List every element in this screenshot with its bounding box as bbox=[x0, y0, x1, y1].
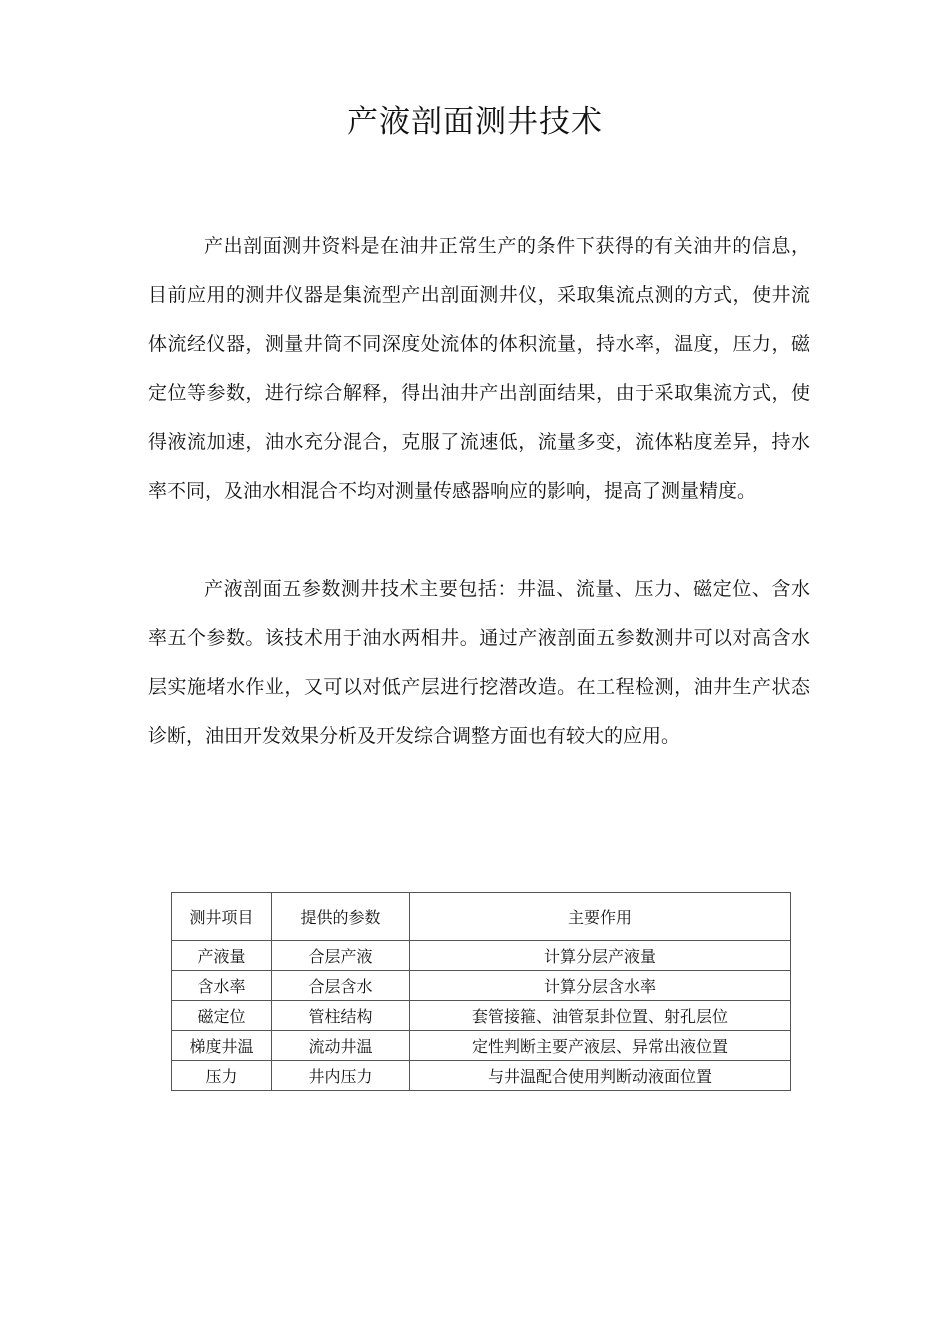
cell-parameter: 流动井温 bbox=[272, 1031, 410, 1061]
table-row bbox=[172, 1001, 791, 1031]
table-header-row bbox=[172, 893, 791, 941]
cell-use: 计算分层产液量 bbox=[410, 941, 791, 971]
table-row bbox=[172, 1031, 791, 1061]
header-logging-item: 测井项目 bbox=[172, 893, 272, 941]
cell-use: 定性判断主要产液层、异常出液位置 bbox=[410, 1031, 791, 1061]
paragraph-five-parameter: 产液剖面五参数测井技术主要包括：井温、流量、压力、磁定位、含水率五个参数。该技术用于油水两相井。通过产液剖面五参数测井可以对高含水层实施堵水作业，又可以对低产层进行挖潜改造。在工程检测，油井生产状态诊断，油田开发效果分析及开发综合调整方面也有较大的应用。 bbox=[148, 578, 810, 747]
cell-item: 压力 bbox=[172, 1061, 272, 1091]
cell-use: 与井温配合使用判断动液面位置 bbox=[410, 1061, 791, 1091]
cell-parameter: 井内压力 bbox=[272, 1061, 410, 1091]
table-row bbox=[172, 941, 791, 971]
cell-item: 梯度井温 bbox=[172, 1031, 272, 1061]
cell-use: 计算分层含水率 bbox=[410, 971, 791, 1001]
table-row bbox=[172, 971, 791, 1001]
cell-item: 含水率 bbox=[172, 971, 272, 1001]
cell-item: 磁定位 bbox=[172, 1001, 272, 1031]
cell-use: 套管接箍、油管泵卦位置、射孔层位 bbox=[410, 1001, 791, 1031]
header-parameters: 提供的参数 bbox=[272, 893, 410, 941]
cell-item: 产液量 bbox=[172, 941, 272, 971]
paragraph-production-profile: 产出剖面测井资料是在油井正常生产的条件下获得的有关油井的信息，目前应用的测井仪器是集流型产出剖面测井仪，采取集流点测的方式，使井流体流经仪器，测量井筒不同深度处流体的体积流量，持水率，温度，压力，磁定位等参数，进行综合解释，得出油井产出剖面结果，由于采取集流方式，使得液流加速，油水充分混合，克服了流速低，流量多变，流体粘度差异，持水率不同，及油水相混合不均对测量传感器响应的影响，提高了测量精度。 bbox=[148, 235, 810, 502]
page-title: 产液剖面测井技术 bbox=[347, 104, 603, 140]
logging-items-table bbox=[171, 892, 790, 1091]
cell-parameter: 管柱结构 bbox=[272, 1001, 410, 1031]
cell-parameter: 合层产液 bbox=[272, 941, 410, 971]
cell-parameter: 合层含水 bbox=[272, 971, 410, 1001]
table-row bbox=[172, 1061, 791, 1091]
header-main-use: 主要作用 bbox=[410, 893, 791, 941]
